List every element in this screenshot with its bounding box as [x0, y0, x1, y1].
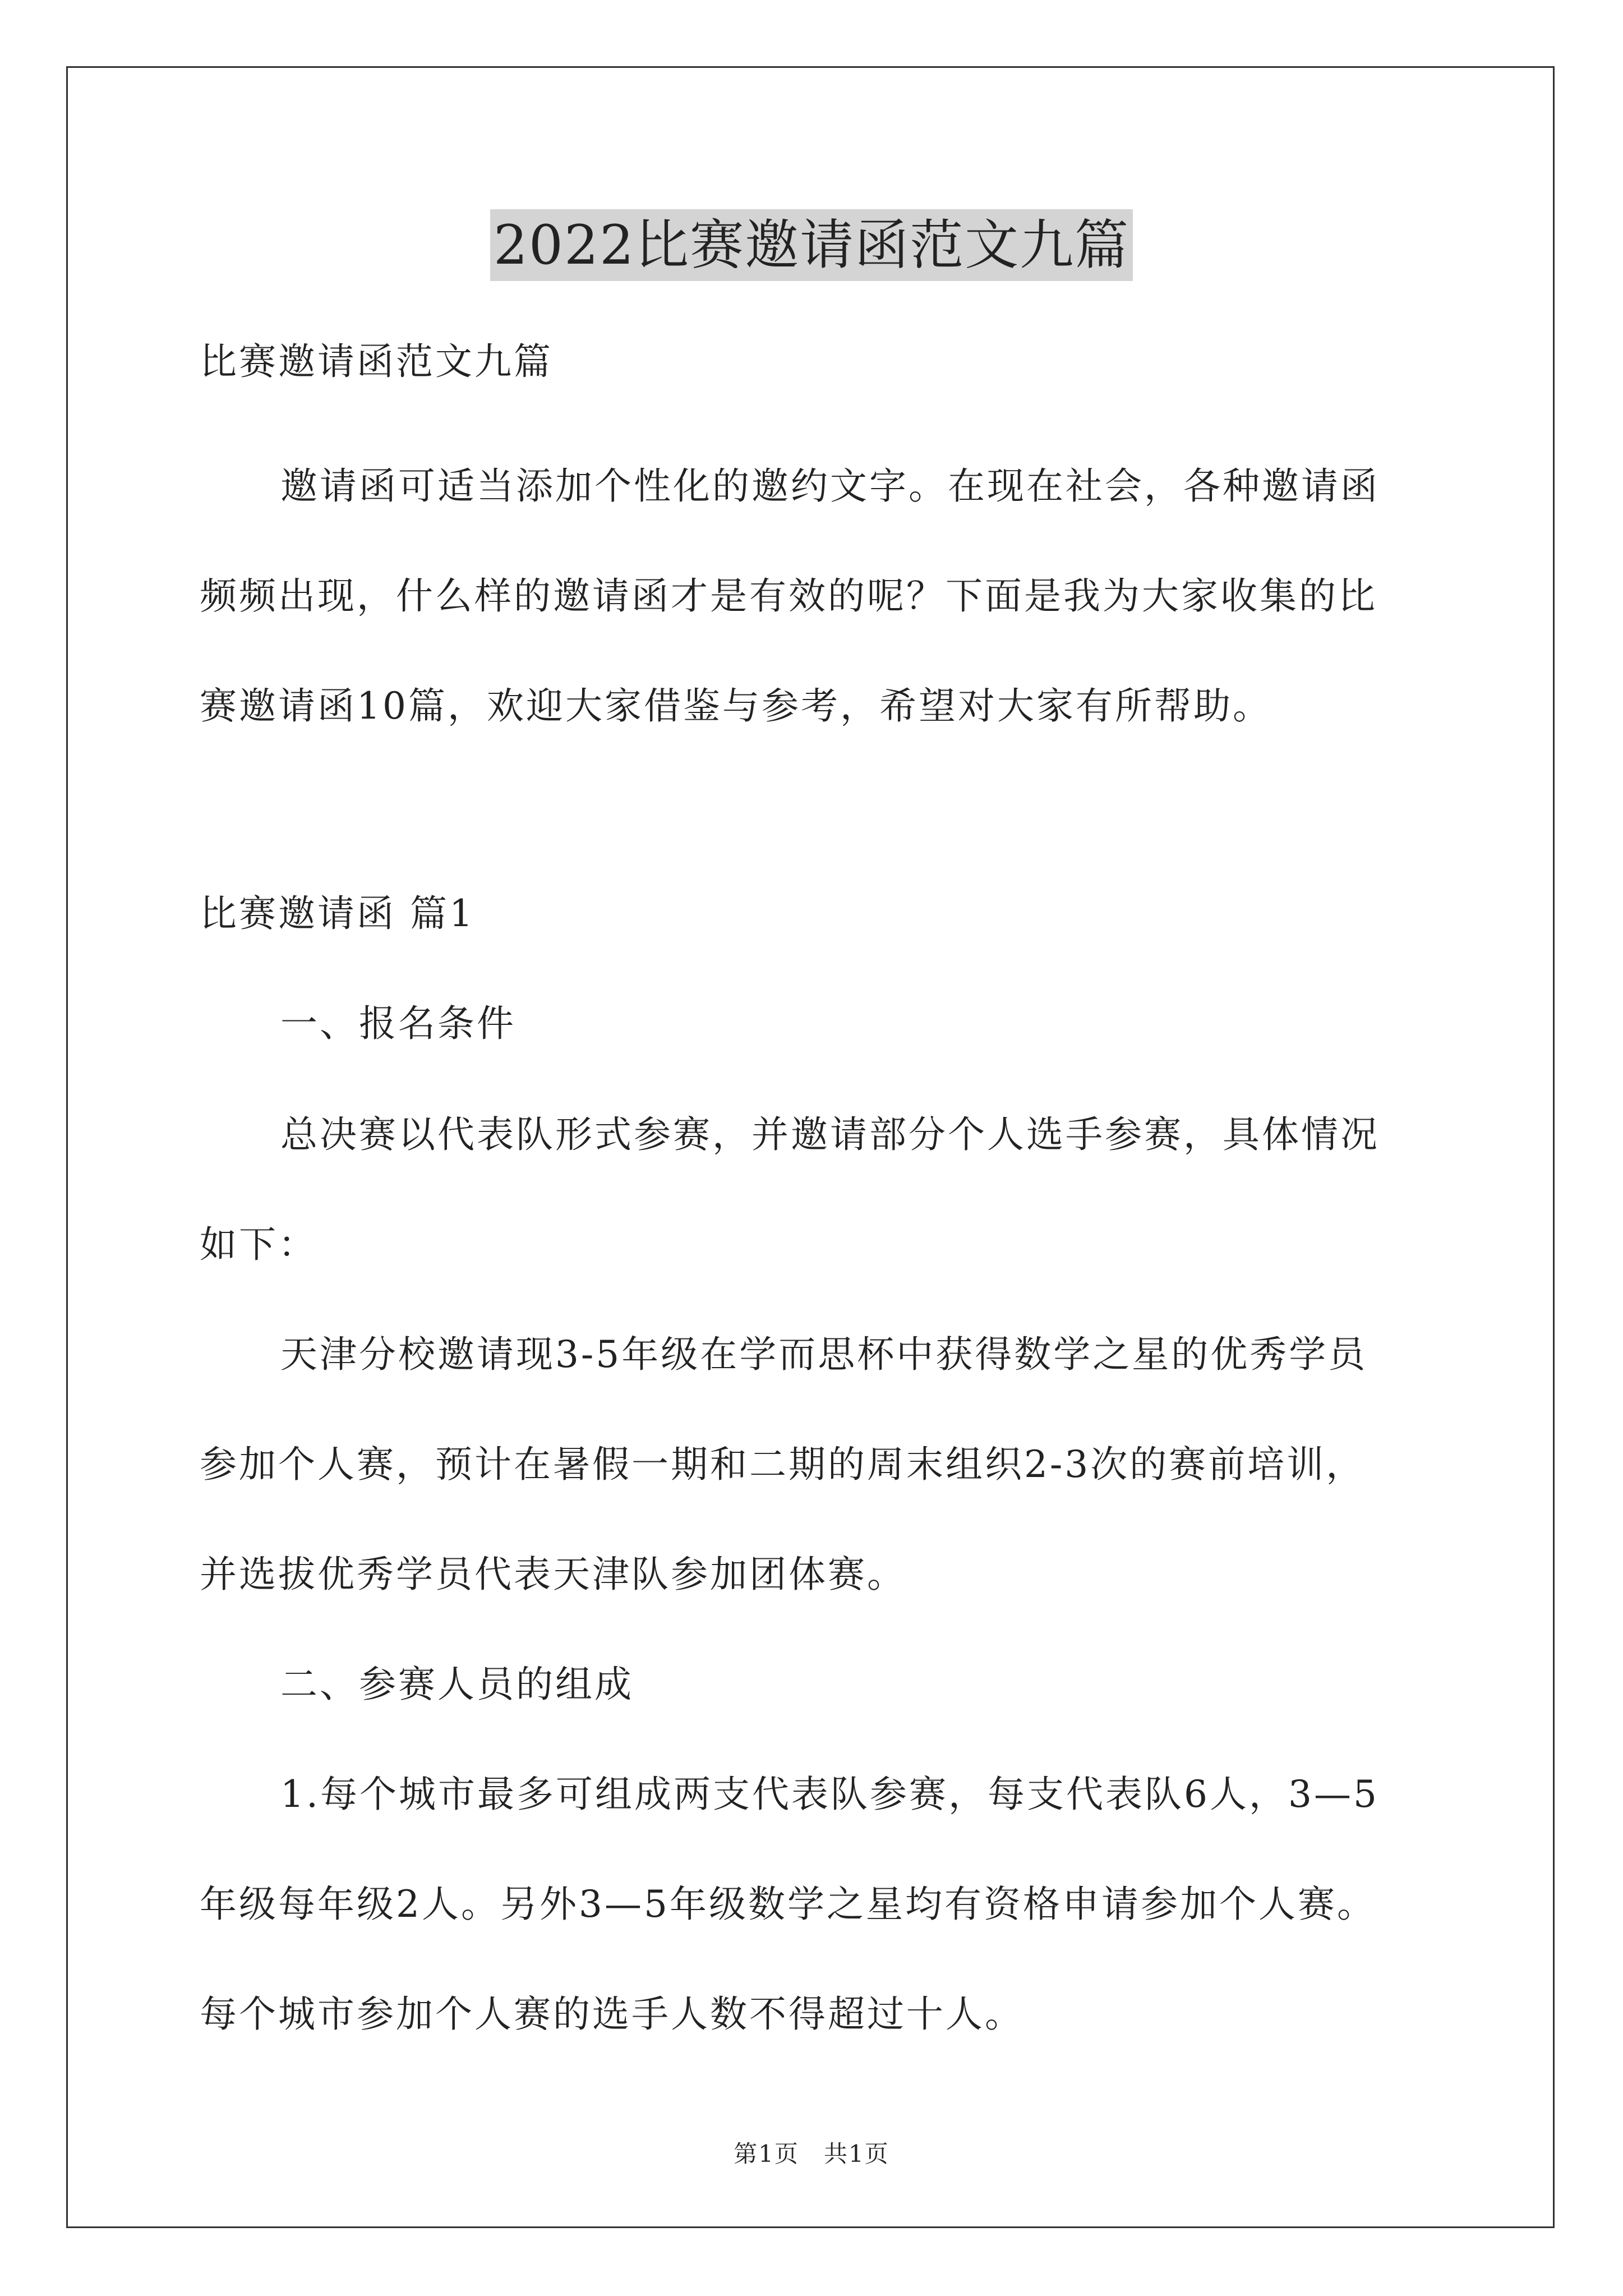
section-heading: 比赛邀请函 篇1 [200, 892, 475, 935]
page-footer: 第1页 共1页 [734, 2140, 889, 2168]
paragraph-line: 每个城市参加个人赛的选手人数不得超过十人。 [200, 1993, 1024, 2036]
paragraph-line: 总决赛以代表队形式参赛，并邀请部分个人选手参赛，具体情况 [280, 1113, 1380, 1156]
subheading-line: 二、参赛人员的组成 [280, 1663, 634, 1706]
paragraph-line: 邀请函可适当添加个性化的邀约文字。在现在社会，各种邀请函 [280, 464, 1380, 508]
document-title-text: 2022比赛邀请函范文九篇 [490, 209, 1133, 281]
subheading-line: 一、报名条件 [280, 1002, 516, 1045]
paragraph-line: 频频出现，什么样的邀请函才是有效的呢？下面是我为大家收集的比 [200, 574, 1377, 618]
paragraph-line: 年级每年级2人。另外3—5年级数学之星均有资格申请参加个人赛。 [200, 1883, 1376, 1926]
paragraph-line: 赛邀请函10篇，欢迎大家借鉴与参考，希望对大家有所帮助。 [200, 684, 1272, 728]
paragraph-line: 天津分校邀请现3-5年级在学而思杯中获得数学之星的优秀学员 [280, 1333, 1368, 1376]
paragraph-line: 并选拔优秀学员代表天津队参加团体赛。 [200, 1553, 906, 1596]
paragraph-line: 1.每个城市最多可组成两支代表队参赛，每支代表队6人，3—5 [280, 1773, 1379, 1816]
subtitle-line: 比赛邀请函范文九篇 [200, 340, 553, 383]
paragraph-line: 如下： [200, 1223, 317, 1266]
paragraph-line: 参加个人赛，预计在暑假一期和二期的周末组织2-3次的赛前培训， [200, 1443, 1366, 1486]
document-title [0, 209, 1623, 282]
